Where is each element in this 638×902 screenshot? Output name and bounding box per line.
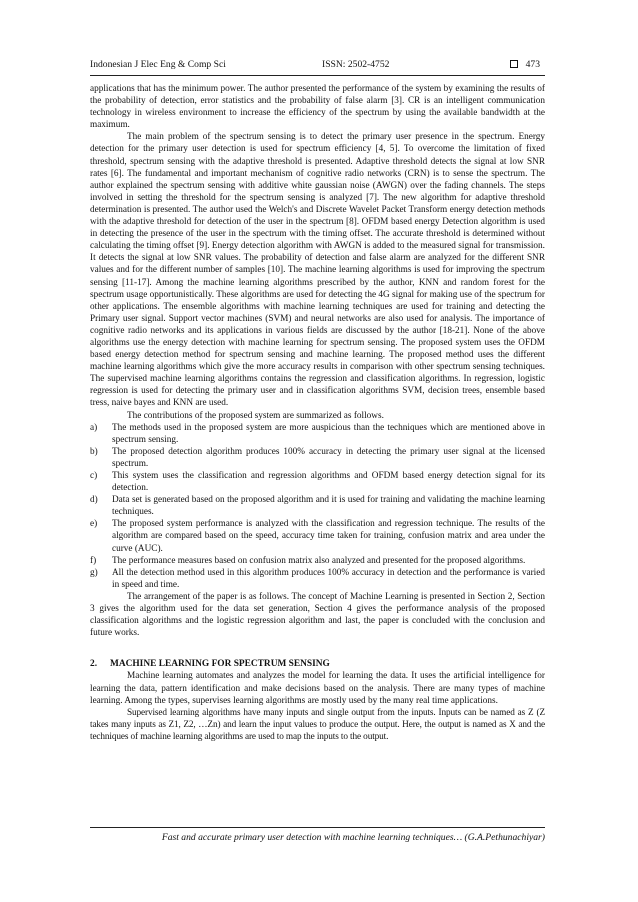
list-marker: f) bbox=[90, 555, 97, 566]
list-item-text: The methods used in the proposed system are more auspicious than the techniques which are mentioned above in spectrum sensing. bbox=[112, 422, 545, 445]
footer-divider bbox=[90, 827, 545, 828]
list-item bbox=[90, 555, 545, 567]
contributions-list bbox=[90, 422, 545, 591]
list-marker: d) bbox=[90, 495, 98, 506]
paragraph-arrangement: The arrangement of the paper is as follows. The concept of Machine Learning is presented in Section 2, Section 3 gives the algorithm used for the data set generation, Section 4 gives the performance analysis of the proposed classification algorithms and the logistic regression algorithm and last, the paper is concluded with the conclusion and future works. bbox=[90, 591, 545, 639]
list-marker: c) bbox=[90, 471, 98, 481]
list-item bbox=[90, 494, 545, 518]
list-item bbox=[90, 567, 545, 591]
list-item bbox=[90, 422, 545, 446]
list-item bbox=[90, 470, 545, 494]
section-heading bbox=[90, 658, 545, 670]
body-text bbox=[90, 83, 545, 743]
journal-name: Indonesian J Elec Eng & Comp Sci bbox=[90, 59, 226, 70]
list-item-text: The proposed detection algorithm produces 100% accuracy in detecting the primary user signal at the licensed spectrum. bbox=[112, 446, 545, 469]
checkbox-icon bbox=[510, 60, 518, 68]
page-number: 473 bbox=[525, 59, 540, 70]
list-marker: e) bbox=[90, 519, 98, 530]
list-marker: a) bbox=[90, 422, 98, 433]
list-item-text: Data set is generated based on the proposed algorithm and it is used for training and validating the machine learning techniques. bbox=[112, 495, 545, 518]
page-footer: Fast and accurate primary user detection with machine learning techniques… (G.A.Pethunachiyar) bbox=[161, 832, 545, 843]
list-item-text: All the detection method used in this algorithm produces 100% accuracy in detection and the performance is varied in speed and time. bbox=[112, 567, 545, 590]
paragraph-2: The main problem of the spectrum sensing is to detect the primary user presence in the spectrum. Energy detection for the primary user detection is used for spectrum efficiency [4, 5]. To overcome the limitation of fixed threshold, spectrum sensing with the adaptive threshold is presented. Adaptive threshold detects the signal at low SNR rates [6]. The fundamental and important mechanism of cognitive radio networks (CRN) is to sense the spectrum. The author explained the spectrum sensing with additive white gaussian noise (AWGN) over the fading channels. The steps involved in setting the threshold for the spectrum sensing is analyzed [7]. The new algorithm for adaptive threshold determination is presented. The author used the Welch's and Discrete Wavelet Packet Transform energy detection methods with the adaptive threshold for detection of the user in the spectrum [8]. OFDM based energy Detection algorithm is used in detecting the presence of the user in the spectrum with the timing offset. The accurate threshold is determined without calculating the timing offset [9]. Energy detection algorithm with AWGN is added to the measured signal for transmission. It detects the signal at low SNR values. The probability of detection and false alarm are analyzed for the different SNR values and for the different number of samples [10]. The machine learning algorithms is used for improving the spectrum sensing [11-17]. Among the machine learning algorithms prescribed by the author, KNN and random forest for the spectrum usage opportunistically. These algorithms are used for detecting the 4G signal for making use of the spectrum for other applications. The ensemble algorithms with machine learning techniques are used for training and detecting the Primary user signal. Support vector machines (SVM) and neural networks are also used for analysis. The importance of cognitive radio networks and its applications in various fields are discussed by the author [18-21]. None of the above algorithms use the energy detection with machine learning for spectrum sensing. The proposed system uses the OFDM based energy detection method for spectrum sensing and machine learning. The proposed method uses the different machine learning algorithms which give the more accuracy results in comparison with other spectrum sensing techniques. The supervised machine learning algorithms contains the regression and classification algorithms. In regression, logistic regression is used for detecting the primary user and in classification algorithms SVM, decision trees, ensemble based tress, naive bayes and KNN are used. bbox=[90, 132, 545, 409]
section-paragraph-1: Machine learning automates and analyzes the model for learning the data. It uses the artificial intelligence for learning the data, pattern identification and make decisions based on the analysis. There are many types of machine learning. Among the types, supervises learning algorithms are mostly used by the many real time applications. bbox=[90, 671, 545, 706]
list-item-text: The proposed system performance is analyzed with the classification and regression technique. The results of the algorithm are compared based on the speed, accuracy time taken for training, confusion matrix and area under the curve (AUC). bbox=[112, 519, 545, 554]
list-marker: b) bbox=[90, 446, 98, 457]
header-divider bbox=[90, 75, 545, 76]
list-item bbox=[90, 446, 545, 470]
paragraph-3: The contributions of the proposed system are summarized as follows. bbox=[127, 410, 384, 421]
page-header bbox=[90, 59, 540, 75]
section-number: 2. bbox=[90, 659, 98, 670]
issn: ISSN: 2502-4752 bbox=[322, 59, 390, 70]
section-title: MACHINE LEARNING FOR SPECTRUM SENSING bbox=[110, 659, 330, 670]
list-item bbox=[90, 518, 545, 554]
list-item-text: This system uses the classification and regression algorithms and OFDM based energy detection signal for its detection. bbox=[112, 471, 545, 494]
paragraph-1: applications that has the minimum power. The author presented the performance of the system by examining the results of the probability of detection, error statistics and the probability of false alarm [3]. CR is an intelligent communication technology in wireless environment to increase the efficiency of the spectrum by using the available bandwidth at the maximum. bbox=[90, 84, 545, 131]
section-paragraph-2: Supervised learning algorithms have many inputs and single output from the inputs. Inputs can be named as Z (Z takes many inputs as Z1, Z2, …Zn) and learn the input values to produce the output. Here, the output is named as X and the techniques of machine learning algorithms are used to map the inputs to the output. bbox=[90, 707, 545, 742]
list-marker: g) bbox=[90, 567, 98, 578]
list-item-text: The performance measures based on confusion matrix also analyzed and presented for the proposed algorithms. bbox=[112, 555, 526, 566]
